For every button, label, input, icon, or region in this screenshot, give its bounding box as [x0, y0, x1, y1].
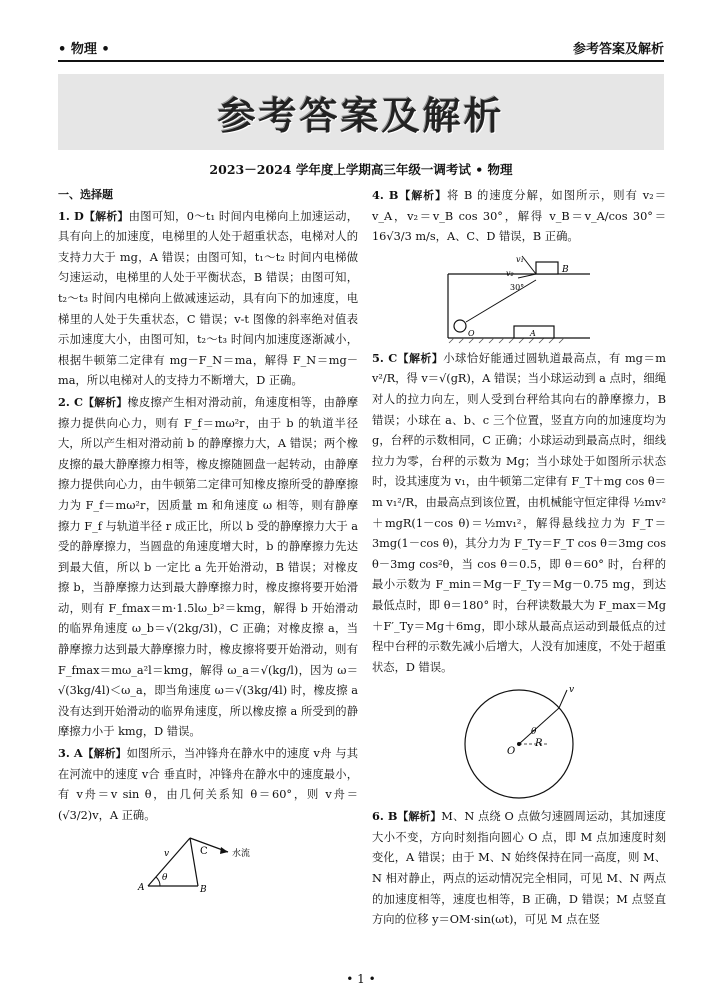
v-label: v: [164, 849, 170, 860]
question-label: 6. B: [372, 809, 398, 824]
question-2: [58, 392, 358, 743]
flow-arrowhead: [220, 847, 228, 854]
boat-velocity-line: [190, 838, 198, 886]
v1-label: v₁: [516, 254, 524, 264]
analysis-tag: 【解析】: [82, 747, 127, 761]
v2-vector: [518, 274, 536, 278]
banner-title: 参考答案及解析: [217, 93, 505, 138]
question-text: M、N 点绕 O 点做匀速圆周运动，其加速度大小不变，方向时刻指向圆心 O 点，即 M 点加速度时刻变化，A 错误；由于 M、N 始终保持在同一高度，则 M、N 相对静止，两点的运动情况完全相同，可见 M、N 两点的加速度相等，速度也相等，B 正确，D 错误；M 点竖直方向的位移 y＝OM·sin(ωt)，可见 M 点在竖: [372, 810, 666, 927]
o-label: O: [468, 328, 475, 338]
running-head: [58, 40, 664, 62]
flow-label: 水流: [232, 849, 251, 860]
b-label: B: [562, 264, 569, 275]
question-6: [372, 806, 666, 931]
question-text: 小球恰好能通过圆轨道最高点，有 mg＝m v²/R，得 v＝√(gR)，A 错误；当小球运动到 a 点时，细绳对人的拉力向左，则人受到台秤给其向右的静摩擦力，B 错误；小球在 a、b、c 三个位置，竖直方向的加速度均为 g，台秤的示数相同，C 正确；小球运动到最高点时，细线拉力为零，台秤的示数为 Mg；当小球处于如图所示状态时，设其速度为 v₁，由牛顿第二定律有 F_T＋mg cos θ＝m v₁²/R，由最高点到该位置，由机械能守恒定律得 ½mv²＋mgR(1－cos θ)＝½mv₁²，解得悬线拉力为 F_T＝3mg(1－cos θ)，其分力为 F_Ty＝F_T cos θ＝3mg cos θ－3mg cos²θ，当 cos θ＝0.5，即 θ＝60° 时，台秤的最小示数为 F_min＝Mg－F_Ty＝Mg－0.75 mg，到达最低点时，即 θ＝180° 时，台秤读数最大为 F_max＝Mg＋F′_Ty＝Mg＋6mg，即小球从最高点运动到最低点的过程中台秤的示数先减小后增大，人没有加速度，不处于超重状态，D 错误。: [372, 351, 667, 674]
theta-label: θ: [162, 873, 168, 884]
question-text: 由图可知，0～t₁ 时间内电梯向上加速运动，具有向上的加速度，电梯里的人处于超重状态，电梯对人的支持力大于 mg，A 错误；由图可知，t₁～t₂ 时间内电梯做匀速运动，电梯里的人处于平衡状态，B 错误；由图可知，t₂～t₃ 时间内电梯向上做减速运动，具有向下的加速度，电梯里的人处于失重状态，C 错误；v-t 图像的斜率绝对值表示加速度大小，由图可知，t₂～t₃ 时间内加速度逐渐减小，根据牛顿第二定律有 mg－F_N＝ma，解得 F_N＝mg－ma，所以电梯对人的支持力不断增大，D 正确。: [58, 209, 359, 388]
pulley: [454, 320, 466, 332]
header-subject: • 物理 •: [58, 42, 110, 57]
right-column: [372, 185, 666, 931]
question-text: 如图所示，当冲锋舟在静水中的速度 v舟 与其在河流中的速度 v合 垂直时，冲锋舟在静水中的速度最小，有 v舟＝v sin θ，由几何关系知 θ＝60°，则 v舟＝(√3/2)v，A 正确。: [58, 747, 359, 822]
r-label: R: [535, 738, 543, 750]
circular-orbit-figure: [439, 682, 599, 802]
exam-title: 2023－2024 学年度上学期高三年级一调考试 • 物理: [209, 162, 513, 177]
analysis-tag: 【解析】: [397, 810, 442, 824]
page-number: • 1 •: [346, 972, 376, 986]
c-label: C: [200, 846, 208, 858]
analysis-tag: 【解析】: [82, 395, 128, 409]
analysis-tag: 【解析】: [398, 189, 447, 202]
question-label: 3. A: [58, 746, 83, 761]
angle-label: 30°: [510, 282, 525, 292]
boat-velocity-figure: [128, 830, 288, 892]
ground-hatch: [449, 338, 564, 343]
analysis-tag: 【解析】: [397, 351, 444, 365]
resultant-velocity-line: [148, 838, 190, 886]
left-column: [58, 185, 358, 896]
question-label: 1. D: [58, 208, 84, 223]
question-3: [58, 743, 358, 826]
question-label: 5. C: [372, 350, 398, 365]
section-heading: 一、选择题: [58, 188, 113, 201]
title-banner: [58, 74, 664, 150]
v2-label: v₂: [506, 268, 514, 278]
a-label: A: [138, 883, 145, 893]
question-1: [58, 206, 358, 392]
question-5: [372, 348, 666, 679]
o-label: O: [507, 746, 516, 758]
question-label: 2. C: [58, 394, 83, 409]
theta-label: θ: [531, 727, 537, 738]
incline-figure: [444, 252, 594, 344]
analysis-tag: 【解析】: [83, 209, 129, 223]
question-text: 橡皮擦产生相对滑动前，角速度相等，由静摩擦力提供向心力，则有 F_f＝mω²r，由于 b 的轨道半径大，所以产生相对滑动前 b 的静摩擦力大，A 错误；两个橡皮擦的最大静摩擦力相等，橡皮擦随圆盘一起转动，由静摩擦力提供向心力，由牛顿第二定律可知橡皮擦所受的静摩擦力为 F_f＝mω²r，因质量 m 和角速度 ω 相等，则有静摩擦力 F_f 与轨道半径 r 成正比，所以 b 受的静摩擦力大于 a 受的静摩擦力，当圆盘的角速度增大时，b 的静摩擦力先达到最大值，所以 b 一定比 a 先开始滑动，B 错误；对橡皮擦 b，当静摩擦力达到最大静摩擦力时，橡皮擦将要开始滑动，则有 F_fmax＝m·1.5lω_b²＝kmg，解得 b 开始滑动的临界角速度 ω_b＝√(2kg/3l)，C 正确；对橡皮擦 a，当静摩擦力达到最大静摩擦力时，橡皮擦将要开始滑动，则有 F_fmax＝mω_a²l＝kmg，解得 ω_a＝√(kg/l)，因为 ω＝√(3kg/4l)＜ω_a，即当角速度 ω＝√(3kg/4l) 时，橡皮擦 a 没有达到开始滑动的临界角速度，所以橡皮擦 a 所受到的静摩擦力小于 kmg，D 错误。: [58, 395, 358, 739]
rope: [466, 280, 536, 322]
header-section: 参考答案及解析: [572, 42, 664, 57]
velocity-vector: [559, 690, 567, 708]
b-label: B: [200, 885, 207, 893]
block-b: [536, 262, 558, 274]
question-label: 4. B: [372, 188, 399, 202]
v1-vector: [522, 256, 536, 274]
question-4: [372, 185, 666, 248]
theta-arc: [156, 877, 160, 886]
question-text: 将 B 的速度分解，如图所示，则有 v₂＝v_A，v₂＝v_B cos 30°，解得 v_B＝v_A/cos 30°＝16√3/3 m/s，A、C、D 错误，B 正确。: [372, 189, 666, 244]
a-label: A: [530, 328, 536, 338]
v-label: v: [569, 685, 575, 696]
